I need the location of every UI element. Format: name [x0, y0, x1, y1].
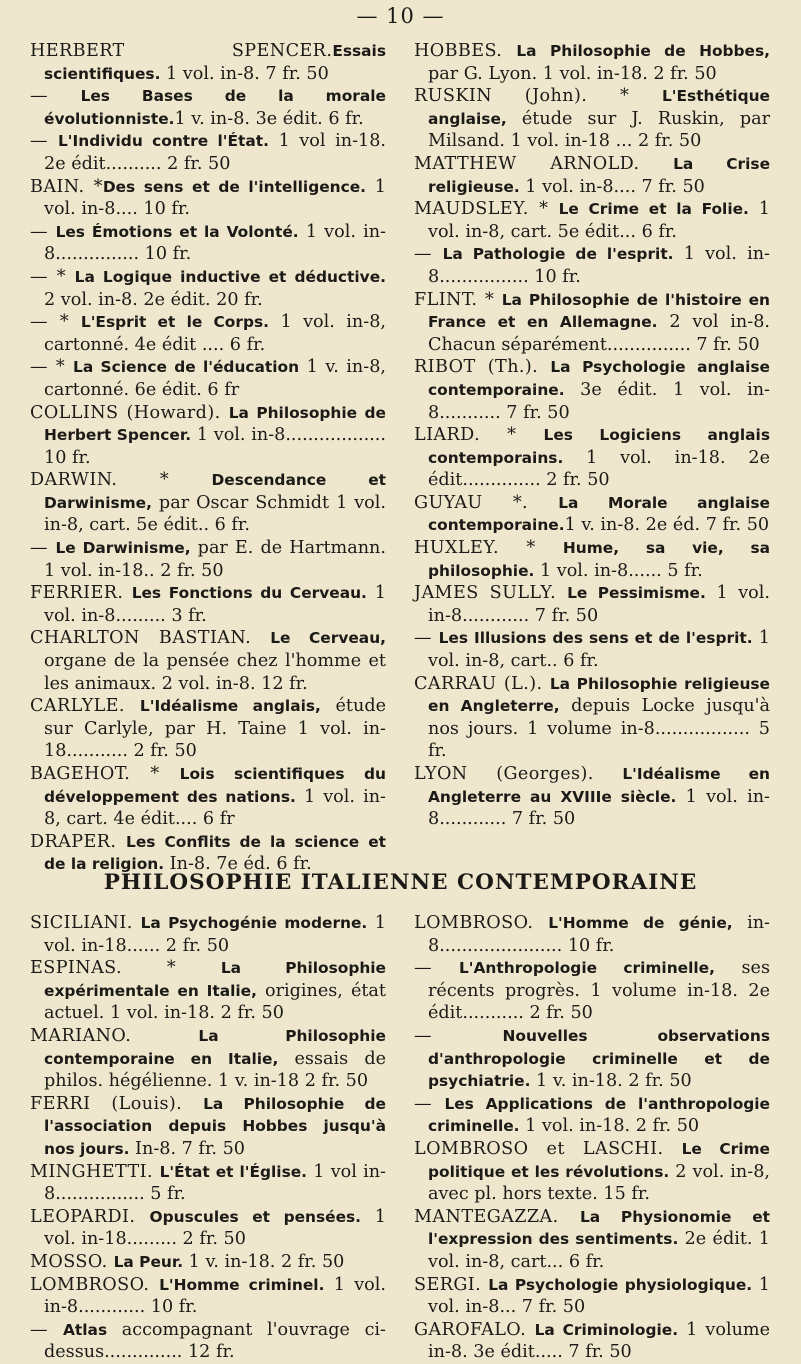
entry-author: —	[414, 1025, 503, 1046]
catalog-entry	[30, 1206, 386, 1251]
entry-title: La Philosophie expérimentale en Italie,	[44, 959, 387, 1000]
entry-author: CARLYLE.	[30, 696, 140, 717]
entry-details: 1 vol. in-8............ 7 fr. 50	[428, 786, 770, 830]
entry-title: La Philosophie de l'association depuis Hobbes jusqu'à nos jours.	[44, 1094, 386, 1158]
entry-title: La Philosophie contemporaine en Italie,	[44, 1026, 386, 1068]
entry-title: Hume, sa vie, sa philosophie.	[428, 539, 770, 580]
entry-details: 2 vol. in-8, avec pl. hors texte. 15 fr.	[428, 1161, 770, 1205]
entry-title: L'Homme criminel.	[159, 1275, 325, 1294]
entry-title: L'Esprit et le Corps.	[80, 313, 269, 332]
entry-title: L'Idéalisme anglais,	[139, 697, 321, 716]
entry-author: BAIN. *	[30, 176, 103, 197]
entry-title: Le Crime et la Folie.	[558, 200, 749, 219]
entry-title: Atlas	[63, 1320, 108, 1339]
entry-details: 1 vol. in-18. 2 fr. 50	[519, 1116, 700, 1137]
entry-details: 1 vol. in-8...... 5 fr.	[534, 560, 703, 581]
section-title: PHILOSOPHIE ITALIENNE CONTEMPORAINE	[103, 870, 698, 895]
entry-author: ESPINAS. *	[30, 958, 221, 979]
entry-title: La Pathologie de l'esprit.	[442, 245, 674, 264]
column-top-right	[414, 40, 770, 831]
entry-title: Le Crime politique et les révolutions.	[428, 1139, 770, 1181]
catalog-entry	[414, 1093, 770, 1138]
entry-details: organe de la pensée chez l'homme et les animaux. 2 vol. in-8. 12 fr.	[44, 651, 386, 694]
catalog-entry	[30, 627, 386, 695]
entry-author: LYON (Georges).	[414, 764, 623, 784]
entry-details: 1 volume in-8. 3e édit..... 7 fr. 50	[428, 1319, 771, 1363]
entry-author: —	[30, 131, 58, 152]
entry-title: Le Darwinisme,	[55, 539, 191, 558]
entry-author: MINGHETTI.	[30, 1161, 160, 1182]
entry-title: Les Illusions des sens et de l'esprit.	[438, 629, 753, 648]
entry-details: 1 vol. in-8, cartonné. 4e édit .... 6 fr.	[44, 312, 386, 355]
catalog-entry	[30, 402, 386, 470]
entry-details: In-8. 7 fr. 50	[129, 1138, 245, 1159]
entry-title: Lois scientifiques du développement des nations.	[44, 765, 386, 806]
entry-author: — *	[30, 266, 75, 287]
entry-author: HOBBES.	[414, 41, 517, 61]
entry-title: Le Pessimisme.	[567, 584, 706, 603]
catalog-entry	[414, 85, 770, 153]
catalog-entry	[30, 1025, 386, 1093]
entry-author: — *	[30, 357, 74, 378]
entry-details: 1 vol. in-8, cart.. 6 fr.	[428, 628, 770, 672]
entry-details: 1 vol. in-8.... 7 fr. 50	[519, 176, 705, 197]
catalog-entry	[414, 289, 770, 357]
column-bottom-left	[30, 912, 386, 1364]
entry-author: MANTEGAZZA.	[414, 1206, 580, 1227]
entry-title: L'État et l'Église.	[159, 1162, 308, 1181]
entry-title: L'Anthropologie criminelle,	[459, 959, 715, 978]
entry-details: 3e édit. 1 vol. in-8........... 7 fr. 50	[428, 379, 770, 423]
catalog-entry	[414, 243, 770, 288]
entry-author: SICILIANI.	[30, 913, 141, 933]
entry-title: La Psychologie anglaise contemporaine.	[428, 358, 770, 399]
entry-details: 1 vol. in-18. 2e édit.............. 2 fr. 50	[428, 447, 770, 491]
entry-details: depuis Locke jusqu'à nos jours. 1 volume in-8................. 5 fr.	[428, 696, 770, 762]
catalog-entry	[414, 356, 770, 424]
entry-author: MOSSO.	[30, 1251, 114, 1272]
column-top-left	[30, 40, 386, 876]
entry-author: GAROFALO.	[414, 1319, 535, 1340]
entry-details: 1 vol. in-8.... 10 fr.	[44, 176, 386, 220]
entry-author: SERGI.	[414, 1274, 489, 1295]
entry-title: Les Bases de la morale évolutionniste.	[44, 87, 386, 128]
entry-author: LOMBROSO.	[414, 913, 549, 933]
catalog-entry	[414, 582, 770, 627]
catalog-entry	[30, 130, 386, 175]
catalog-entry	[30, 311, 386, 356]
entry-author: —	[30, 86, 81, 107]
entry-details: 1 vol. in-8. 7 fr. 50	[160, 63, 329, 84]
catalog-entry	[414, 1274, 770, 1319]
catalog-entry	[30, 912, 386, 957]
catalog-entry	[414, 957, 770, 1025]
entry-author: —	[414, 1093, 445, 1114]
entry-title: La Morale anglaise contemporaine.	[428, 493, 770, 535]
entry-author: —	[30, 1319, 64, 1340]
catalog-entry	[30, 1093, 386, 1161]
entry-details: in-8...................... 10 fr.	[428, 913, 770, 956]
entry-details: 1 v. in-8, cartonné. 6e édit. 6 fr	[44, 357, 386, 400]
entry-details: 1 vol. in-8, cart. 5e édit... 6 fr.	[428, 199, 770, 242]
catalog-entry	[414, 1138, 770, 1206]
entry-title: La Logique inductive et déductive.	[74, 267, 386, 286]
entry-details: 1 vol. in-18......... 2 fr. 50	[44, 1206, 386, 1250]
entry-title: Les Logiciens anglais contemporains.	[428, 426, 770, 467]
entry-details: 1 vol. in-8, cart. 4e édit.... 6 fr	[44, 786, 386, 830]
entry-author: CARRAU (L.).	[414, 673, 550, 694]
entry-author: DRAPER.	[30, 831, 127, 852]
entry-title: Opuscules et pensées.	[149, 1207, 362, 1226]
entry-title: L'Idéalisme en Angleterre au XVIIIe siècle.	[428, 765, 771, 806]
entry-details: par Oscar Schmidt 1 vol. in-8, cart. 5e édit.. 6 fr.	[44, 492, 386, 536]
entry-title: La Crise religieuse.	[428, 154, 771, 196]
catalog-entry	[30, 40, 386, 85]
entry-title: La Psychogénie moderne.	[140, 914, 368, 932]
entry-title: La Psychologie physiologique.	[488, 1275, 753, 1294]
entry-title: Les Applications de l'anthropologie criminelle.	[428, 1094, 770, 1136]
entry-title: La Philosophie de Hobbes,	[516, 42, 770, 60]
entry-title: Essais scientifiques.	[44, 42, 386, 83]
entry-author: LEOPARDI.	[30, 1206, 150, 1227]
catalog-entry	[414, 424, 770, 492]
catalog-entry	[30, 356, 386, 401]
entry-title: Nouvelles observations d'anthropologie criminelle et de psychiatrie.	[428, 1026, 770, 1091]
entry-title: L'Individu contre l'État.	[58, 132, 269, 151]
catalog-entry	[414, 492, 770, 537]
entry-details: étude sur J. Ruskin, par Milsand. 1 vol. in-18 ... 2 fr. 50	[428, 108, 770, 152]
entry-author: —	[30, 538, 56, 559]
entry-title: Des sens et de l'intelligence.	[102, 177, 367, 196]
entry-author: FERRI (Louis).	[30, 1093, 204, 1114]
entry-title: Les Conflits de la science et de la religion.	[44, 832, 387, 874]
entry-author: MATTHEW ARNOLD.	[414, 153, 674, 174]
entry-author: BAGEHOT. *	[30, 764, 180, 784]
entry-author: CHARLTON BASTIAN.	[30, 628, 271, 649]
entry-title: La Philosophie de Herbert Spencer.	[44, 403, 386, 445]
catalog-entry	[30, 695, 386, 763]
entry-details: 1 vol. in-8.................. 10 fr.	[44, 425, 386, 468]
entry-details: 2 vol in-8. Chacun séparément............... 7 fr. 50	[428, 312, 770, 355]
entry-details: 1 v. in-18. 2 fr. 50	[530, 1071, 692, 1092]
entry-details: 1 vol. in-8................ 10 fr.	[428, 244, 770, 287]
catalog-entry	[414, 198, 770, 243]
entry-author: DARWIN. *	[30, 470, 212, 491]
catalog-entry	[30, 85, 386, 130]
entry-details: 1 vol. in-8............ 7 fr. 50	[428, 583, 770, 626]
entry-details: 1 vol. in-8... 7 fr. 50	[428, 1274, 771, 1318]
entry-details: essais de philos. hégélienne. 1 v. in-18 2 fr. 50	[44, 1048, 386, 1092]
entry-title: Le Cerveau,	[270, 629, 386, 648]
entry-author: HERBERT SPENCER.	[30, 41, 333, 61]
entry-author: FLINT. *	[414, 289, 502, 310]
catalog-entry	[414, 763, 770, 831]
entry-details: 1 vol in-18. 2e édit.......... 2 fr. 50	[44, 131, 386, 174]
entry-author: JAMES SULLY.	[414, 583, 568, 604]
catalog-entry	[414, 912, 770, 957]
entry-author: MAUDSLEY. *	[414, 199, 559, 220]
catalog-entry	[30, 221, 386, 266]
entry-author: — *	[30, 312, 81, 333]
entry-author: —	[414, 628, 439, 649]
entry-details: étude sur Carlyle, par H. Taine 1 vol. in-18........... 2 fr. 50	[44, 696, 386, 762]
entry-author: LOMBROSO et LASCHI.	[414, 1138, 682, 1159]
entry-title: L'Homme de génie,	[548, 914, 733, 932]
entry-author: MARIANO.	[30, 1025, 199, 1046]
entry-title: La Philosophie religieuse en Angleterre,	[428, 674, 770, 716]
entry-details: 1 vol. in-8............... 10 fr.	[44, 221, 386, 265]
entry-author: HUXLEY. *	[414, 538, 563, 559]
catalog-entry	[30, 1274, 386, 1319]
entry-title: Descendance et Darwinisme,	[44, 471, 386, 512]
entry-author: RUSKIN (John). *	[414, 86, 662, 107]
catalog-entry	[30, 1161, 386, 1206]
entry-details: 1 v. in-8. 2e éd. 7 fr. 50	[564, 515, 770, 536]
catalog-entry	[414, 1206, 770, 1274]
entry-title: Les Émotions et la Volonté.	[55, 222, 299, 241]
catalog-entry	[414, 40, 770, 85]
entry-author: —	[30, 221, 56, 242]
catalog-entry	[414, 1319, 770, 1364]
catalog-entry	[414, 673, 770, 763]
column-bottom-right	[414, 912, 770, 1364]
entry-details: par E. de Hartmann. 1 vol. in-18.. 2 fr. 50	[44, 538, 386, 581]
entry-author: RIBOT (Th.).	[414, 357, 551, 378]
entry-details: 2 vol. in-8. 2e édit. 20 fr.	[44, 289, 263, 310]
catalog-entry	[30, 537, 386, 582]
catalog-entry	[414, 537, 770, 582]
entry-author: —	[414, 244, 443, 265]
entry-details: 1 vol. in-18...... 2 fr. 50	[44, 913, 386, 956]
catalog-entry	[414, 153, 770, 198]
entry-details: origines, état actuel. 1 vol. in-18. 2 fr. 50	[44, 980, 386, 1024]
entry-author: LIARD. *	[414, 425, 544, 446]
catalog-entry	[30, 266, 386, 311]
entry-details: 1 v. in-8. 3e édit. 6 fr.	[174, 108, 364, 129]
entry-title: La Peur.	[113, 1252, 184, 1271]
catalog-entry	[414, 1025, 770, 1093]
catalog-entry	[30, 582, 386, 627]
entry-details: ses récents progrès. 1 volume in-18. 2e édit........... 2 fr. 50	[428, 958, 770, 1024]
entry-details: 2e édit. 1 vol. in-8, cart... 6 fr.	[428, 1229, 771, 1272]
catalog-entry	[30, 763, 386, 831]
entry-author: COLLINS (Howard).	[30, 402, 229, 423]
entry-details: par G. Lyon. 1 vol. in-18. 2 fr. 50	[428, 63, 717, 84]
entry-details: In-8. 7e éd. 6 fr.	[164, 854, 312, 875]
catalog-entry	[30, 1251, 386, 1274]
entry-title: La Philosophie de l'histoire en France et en Allemagne.	[428, 290, 770, 332]
catalog-entry	[414, 627, 770, 672]
entry-title: L'Esthétique anglaise,	[428, 87, 770, 128]
entry-details: 1 vol in-8................ 5 fr.	[44, 1161, 386, 1205]
entry-author: GUYAU *.	[414, 492, 559, 513]
catalog-entry	[30, 469, 386, 537]
entry-details: 1 v. in-18. 2 fr. 50	[183, 1251, 345, 1272]
entry-title: La Science de l'éducation	[73, 358, 300, 377]
entry-author: LOMBROSO.	[30, 1274, 160, 1295]
entry-author: FERRIER.	[30, 583, 132, 604]
catalog-entry	[30, 1319, 386, 1364]
entry-title: La Criminologie.	[534, 1320, 679, 1339]
entry-title: La Physionomie et l'expression des sentiments.	[428, 1207, 771, 1249]
entry-title: Les Fonctions du Cerveau.	[131, 584, 367, 603]
entry-details: accompagnant l'ouvrage ci-dessus.............. 12 fr.	[44, 1319, 386, 1363]
entry-details: 1 vol. in-8............ 10 fr.	[44, 1274, 386, 1318]
entry-details: 1 vol. in-8......... 3 fr.	[44, 583, 386, 626]
page-number: — 10 —	[356, 4, 445, 28]
catalog-entry	[30, 176, 386, 221]
entry-author: —	[414, 958, 459, 979]
catalog-entry	[30, 957, 386, 1025]
